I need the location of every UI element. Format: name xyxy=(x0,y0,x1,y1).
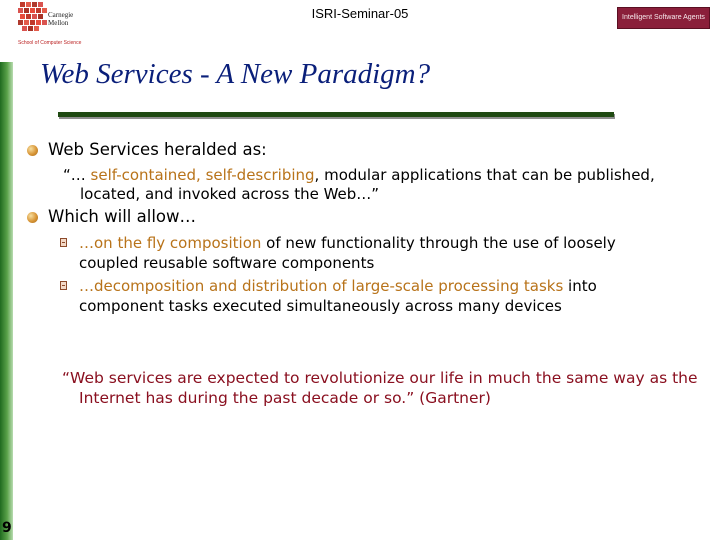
bullet-text: Which will allow… xyxy=(48,207,196,226)
sub-bullet-icon xyxy=(60,238,67,247)
left-sidebar-bar xyxy=(0,62,13,540)
sub-bullet-icon xyxy=(60,281,67,290)
intelligent-software-agents-logo-icon: Intelligent Software Agents xyxy=(617,7,710,29)
gartner-quote: “Web services are expected to revolutionize our life in much the same way as the Internet has during the past decade or so.” (Gartner) xyxy=(62,369,698,407)
slide-title: Web Services - A New Paradigm? xyxy=(40,58,431,90)
university-logo-text: Carnegie Mellon xyxy=(48,11,74,27)
header-title: ISRI-Seminar-05 xyxy=(311,6,409,21)
bullet-dot-icon xyxy=(27,212,38,223)
title-divider xyxy=(58,112,614,117)
bullet-text: Web Services heralded as: xyxy=(48,140,267,159)
bullet-dot-icon xyxy=(27,145,38,156)
quote-line-2: located, and invoked across the Web…” xyxy=(80,185,380,203)
university-logo-subtext: School of Computer Science xyxy=(18,40,82,46)
quote-line-1: “… self-contained, self-describing, modular applications that can be published, xyxy=(63,166,655,184)
slide-number: 9 xyxy=(2,520,12,536)
